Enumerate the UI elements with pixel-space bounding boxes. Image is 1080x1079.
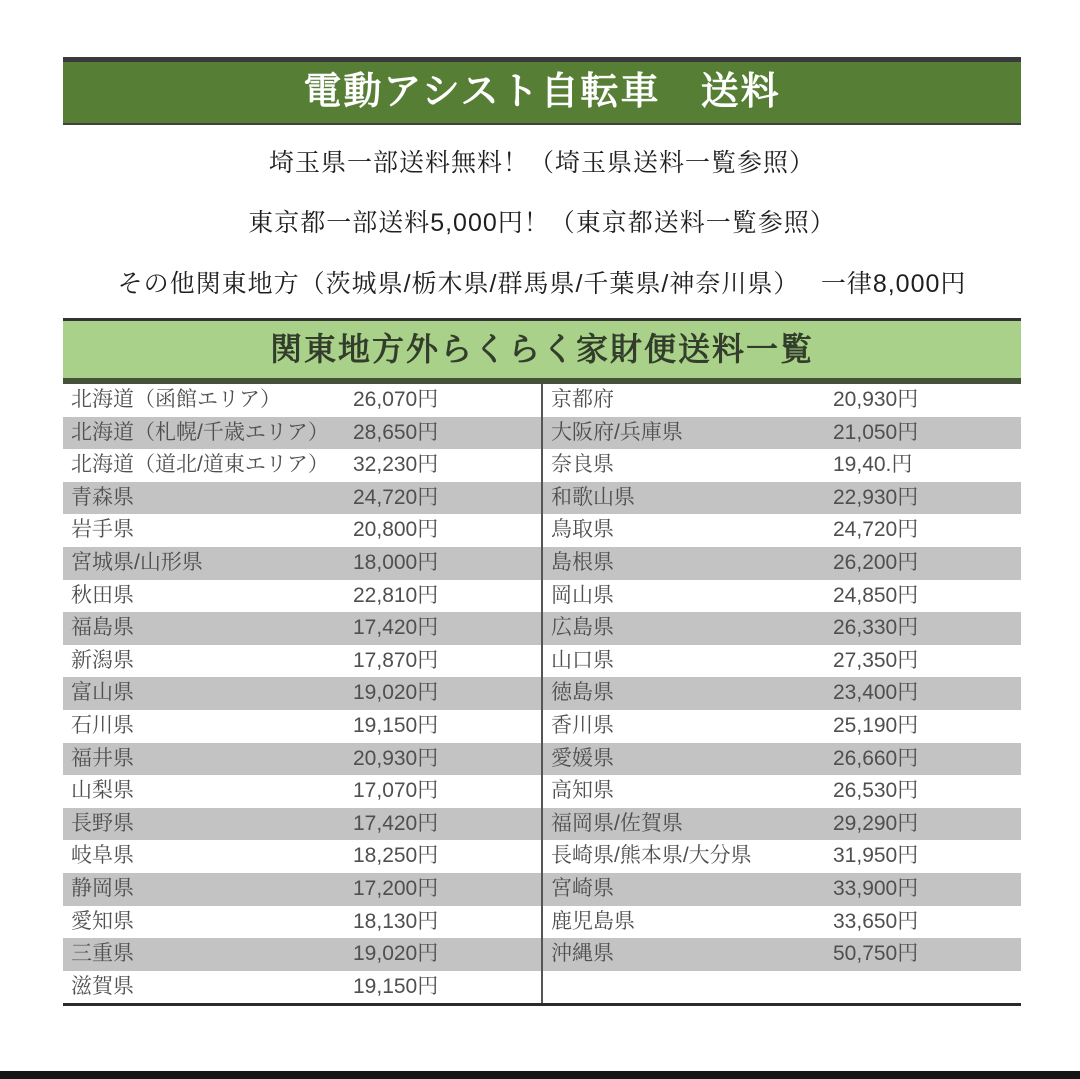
price-value: 19,150円 — [353, 713, 439, 737]
price-value: 21,050円 — [833, 420, 919, 444]
table-row — [63, 971, 541, 1004]
table-row — [543, 906, 1021, 939]
region-label: 大阪府/兵庫県 — [551, 420, 683, 444]
region-label: 滋賀県 — [71, 974, 134, 998]
price-value: 33,900円 — [833, 876, 919, 900]
region-label: 北海道（札幌/千歳エリア） — [71, 420, 329, 444]
region-label: 和歌山県 — [551, 485, 635, 509]
region-label: 岐阜県 — [71, 844, 134, 868]
table-row — [63, 808, 541, 841]
table-row — [543, 547, 1021, 580]
price-value: 17,200円 — [353, 876, 439, 900]
price-value: 17,420円 — [353, 616, 439, 640]
region-label: 北海道（道北/道東エリア） — [71, 453, 329, 477]
region-label: 京都府 — [551, 388, 614, 411]
price-value: 26,530円 — [833, 779, 919, 803]
table-row — [543, 677, 1021, 710]
table-row — [543, 710, 1021, 743]
price-value: 19,020円 — [353, 681, 439, 705]
price-value: 24,720円 — [353, 485, 439, 509]
table-row — [63, 384, 541, 417]
notice-other-kanto: その他関東地方（茨城県/栃木県/群馬県/千葉県/神奈川県） 一律8,000円 — [117, 269, 967, 298]
region-label: 宮城県/山形県 — [71, 550, 203, 574]
price-value: 19,40.円 — [833, 453, 913, 477]
region-label: 愛知県 — [71, 909, 134, 933]
table-row — [543, 775, 1021, 808]
table-row — [63, 840, 541, 873]
notice-block — [63, 125, 1021, 318]
region-label: 岩手県 — [71, 518, 134, 542]
page-title: 電動アシスト自転車 送料 — [63, 57, 1021, 125]
region-label: 香川県 — [551, 713, 614, 737]
notice-tokyo: 東京都一部送料5,000円！（東京都送料一覧参照） — [248, 209, 836, 238]
bottom-divider-bar — [0, 1071, 1080, 1079]
region-label: 鹿児島県 — [551, 909, 635, 933]
region-label: 奈良県 — [551, 453, 614, 477]
table-row — [63, 775, 541, 808]
table-row — [543, 449, 1021, 482]
price-value: 18,250円 — [353, 844, 439, 868]
table-row — [543, 645, 1021, 678]
region-label: 石川県 — [71, 713, 134, 737]
price-value: 50,750円 — [833, 942, 919, 966]
price-value: 19,020円 — [353, 942, 439, 966]
region-label: 三重県 — [71, 942, 134, 966]
region-label: 福岡県/佐賀県 — [551, 811, 683, 835]
price-value: 24,720円 — [833, 518, 919, 542]
table-row — [63, 906, 541, 939]
price-value: 17,420円 — [353, 811, 439, 835]
table-row — [63, 873, 541, 906]
table-row — [543, 743, 1021, 776]
price-value: 24,850円 — [833, 583, 919, 607]
region-label: 新潟県 — [71, 648, 134, 672]
table-row — [543, 612, 1021, 645]
price-value: 28,650円 — [353, 420, 439, 444]
table-row — [63, 743, 541, 776]
region-label: 鳥取県 — [551, 518, 614, 542]
region-label: 徳島県 — [551, 681, 614, 705]
price-value: 20,930円 — [353, 746, 439, 770]
table-row — [543, 514, 1021, 547]
price-value: 26,330円 — [833, 616, 919, 640]
region-label: 愛媛県 — [551, 746, 614, 770]
table-row — [543, 840, 1021, 873]
region-label: 山口県 — [551, 648, 614, 672]
price-value: 18,130円 — [353, 909, 439, 933]
shipping-fee-table — [63, 384, 1021, 1006]
price-value: 25,190円 — [833, 713, 919, 737]
price-value: 20,800円 — [353, 518, 439, 542]
fee-table-right-column — [541, 384, 1021, 1003]
table-row — [63, 580, 541, 613]
price-value: 20,930円 — [833, 388, 919, 411]
fee-table-left-column — [63, 384, 541, 1003]
region-label: 山梨県 — [71, 779, 134, 803]
table-row — [63, 677, 541, 710]
notice-saitama: 埼玉県一部送料無料！（埼玉県送料一覧参照） — [268, 149, 815, 178]
price-value: 27,350円 — [833, 648, 919, 672]
price-value: 18,000円 — [353, 550, 439, 574]
table-row — [63, 417, 541, 450]
table-row — [63, 938, 541, 971]
price-value: 31,950円 — [833, 844, 919, 868]
price-value: 17,070円 — [353, 779, 439, 803]
table-row — [543, 971, 1021, 1004]
table-row — [543, 873, 1021, 906]
price-value: 26,070円 — [353, 388, 439, 411]
region-label: 岡山県 — [551, 583, 614, 607]
price-value: 33,650円 — [833, 909, 919, 933]
price-value: 32,230円 — [353, 453, 439, 477]
shipping-info-sheet — [63, 57, 1021, 1006]
table-row — [543, 938, 1021, 971]
region-label: 福井県 — [71, 746, 134, 770]
region-label: 秋田県 — [71, 583, 134, 607]
price-value: 17,870円 — [353, 648, 439, 672]
region-label: 島根県 — [551, 550, 614, 574]
region-label: 広島県 — [551, 616, 614, 640]
region-label: 沖縄県 — [551, 942, 614, 966]
region-label: 静岡県 — [71, 876, 134, 900]
price-value: 22,930円 — [833, 485, 919, 509]
table-row — [543, 384, 1021, 417]
table-row — [543, 417, 1021, 450]
region-label: 北海道（函館エリア） — [71, 388, 281, 411]
price-value: 19,150円 — [353, 974, 439, 998]
table-row — [63, 612, 541, 645]
region-label: 長崎県/熊本県/大分県 — [551, 844, 752, 868]
table-row — [63, 547, 541, 580]
table-row — [63, 482, 541, 515]
table-row — [63, 514, 541, 547]
price-value: 22,810円 — [353, 583, 439, 607]
table-row — [543, 808, 1021, 841]
price-value: 29,290円 — [833, 811, 919, 835]
table-row — [63, 449, 541, 482]
price-value: 23,400円 — [833, 681, 919, 705]
region-label: 富山県 — [71, 681, 134, 705]
table-row — [543, 482, 1021, 515]
region-label: 福島県 — [71, 616, 134, 640]
table-row — [543, 580, 1021, 613]
region-label: 長野県 — [71, 811, 134, 835]
region-label: 宮崎県 — [551, 876, 614, 900]
table-title: 関東地方外らくらく家財便送料一覧 — [63, 318, 1021, 384]
table-row — [63, 645, 541, 678]
region-label: 青森県 — [71, 485, 134, 509]
price-value: 26,660円 — [833, 746, 919, 770]
region-label: 高知県 — [551, 779, 614, 803]
price-value: 26,200円 — [833, 550, 919, 574]
table-row — [63, 710, 541, 743]
